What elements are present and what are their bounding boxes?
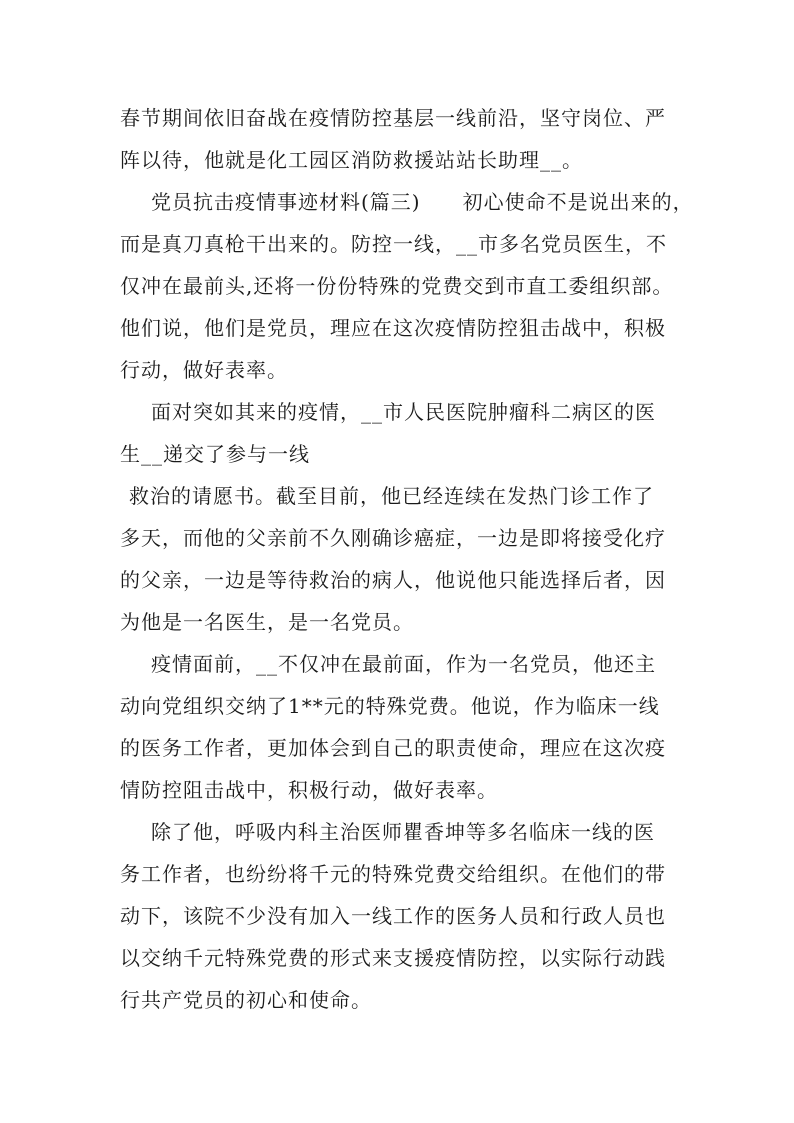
text-line: 以交纳千元特殊党费的形式来支援疫情防控，以实际行动践 — [120, 946, 666, 970]
text-line: 他们说，他们是党员，理应在这次疫情防控狙击战中，积极 — [120, 316, 666, 340]
text-line: 面对突如其来的疫情，__市人民医院肿瘤科二病区的医 — [151, 400, 656, 424]
text-line: 动向党组织交纳了1**元的特殊党费。他说，作为临床一线 — [120, 694, 660, 718]
text-line: 除了他，呼吸内科主治医师瞿香坤等多名临床一线的医 — [151, 820, 655, 844]
text-line: 务工作者，也纷纷将千元的特殊党费交给组织。在他们的带 — [120, 862, 666, 886]
text-line: 而是真刀真枪干出来的。防控一线，__市多名党员医生，不 — [120, 232, 667, 256]
text-line: 行动，做好表率。 — [120, 358, 288, 382]
text-line: 救治的请愿书。截至目前，他已经连续在发热门诊工作了 — [129, 484, 654, 508]
text-line: 的医务工作者，更加体会到自己的职责使命，理应在这次疫 — [120, 736, 666, 760]
text-line: 行共产党员的初心和使命。 — [120, 988, 372, 1012]
text-line: 春节期间依旧奋战在疫情防控基层一线前沿，坚守岗位、严 — [120, 106, 666, 130]
text-line: 阵以待，他就是化工园区消防救援站站长助理__。 — [120, 148, 583, 172]
text-line: 多天，而他的父亲前不久刚确诊癌症，一边是即将接受化疗 — [120, 526, 666, 550]
text-line: 仅冲在最前头,还将一份份特殊的党费交到市直工委组织部。 — [120, 274, 674, 298]
text-line: 情防控阻击战中，积极行动，做好表率。 — [120, 778, 498, 802]
text-line: 生__递交了参与一线 — [120, 442, 310, 466]
text-line: 疫情面前，__不仅冲在最前面，作为一名党员，他还主 — [151, 652, 656, 676]
text-line: 的父亲，一边是等待救治的病人，他说他只能选择后者，因 — [120, 568, 666, 592]
text-line: 党员抗击疫情事迹材料(篇三) 初心使命不是说出来的， — [151, 190, 694, 214]
text-line: 为他是一名医生，是一名党员。 — [120, 610, 414, 634]
text-line: 动下，该院不少没有加入一线工作的医务人员和行政人员也 — [120, 904, 666, 928]
